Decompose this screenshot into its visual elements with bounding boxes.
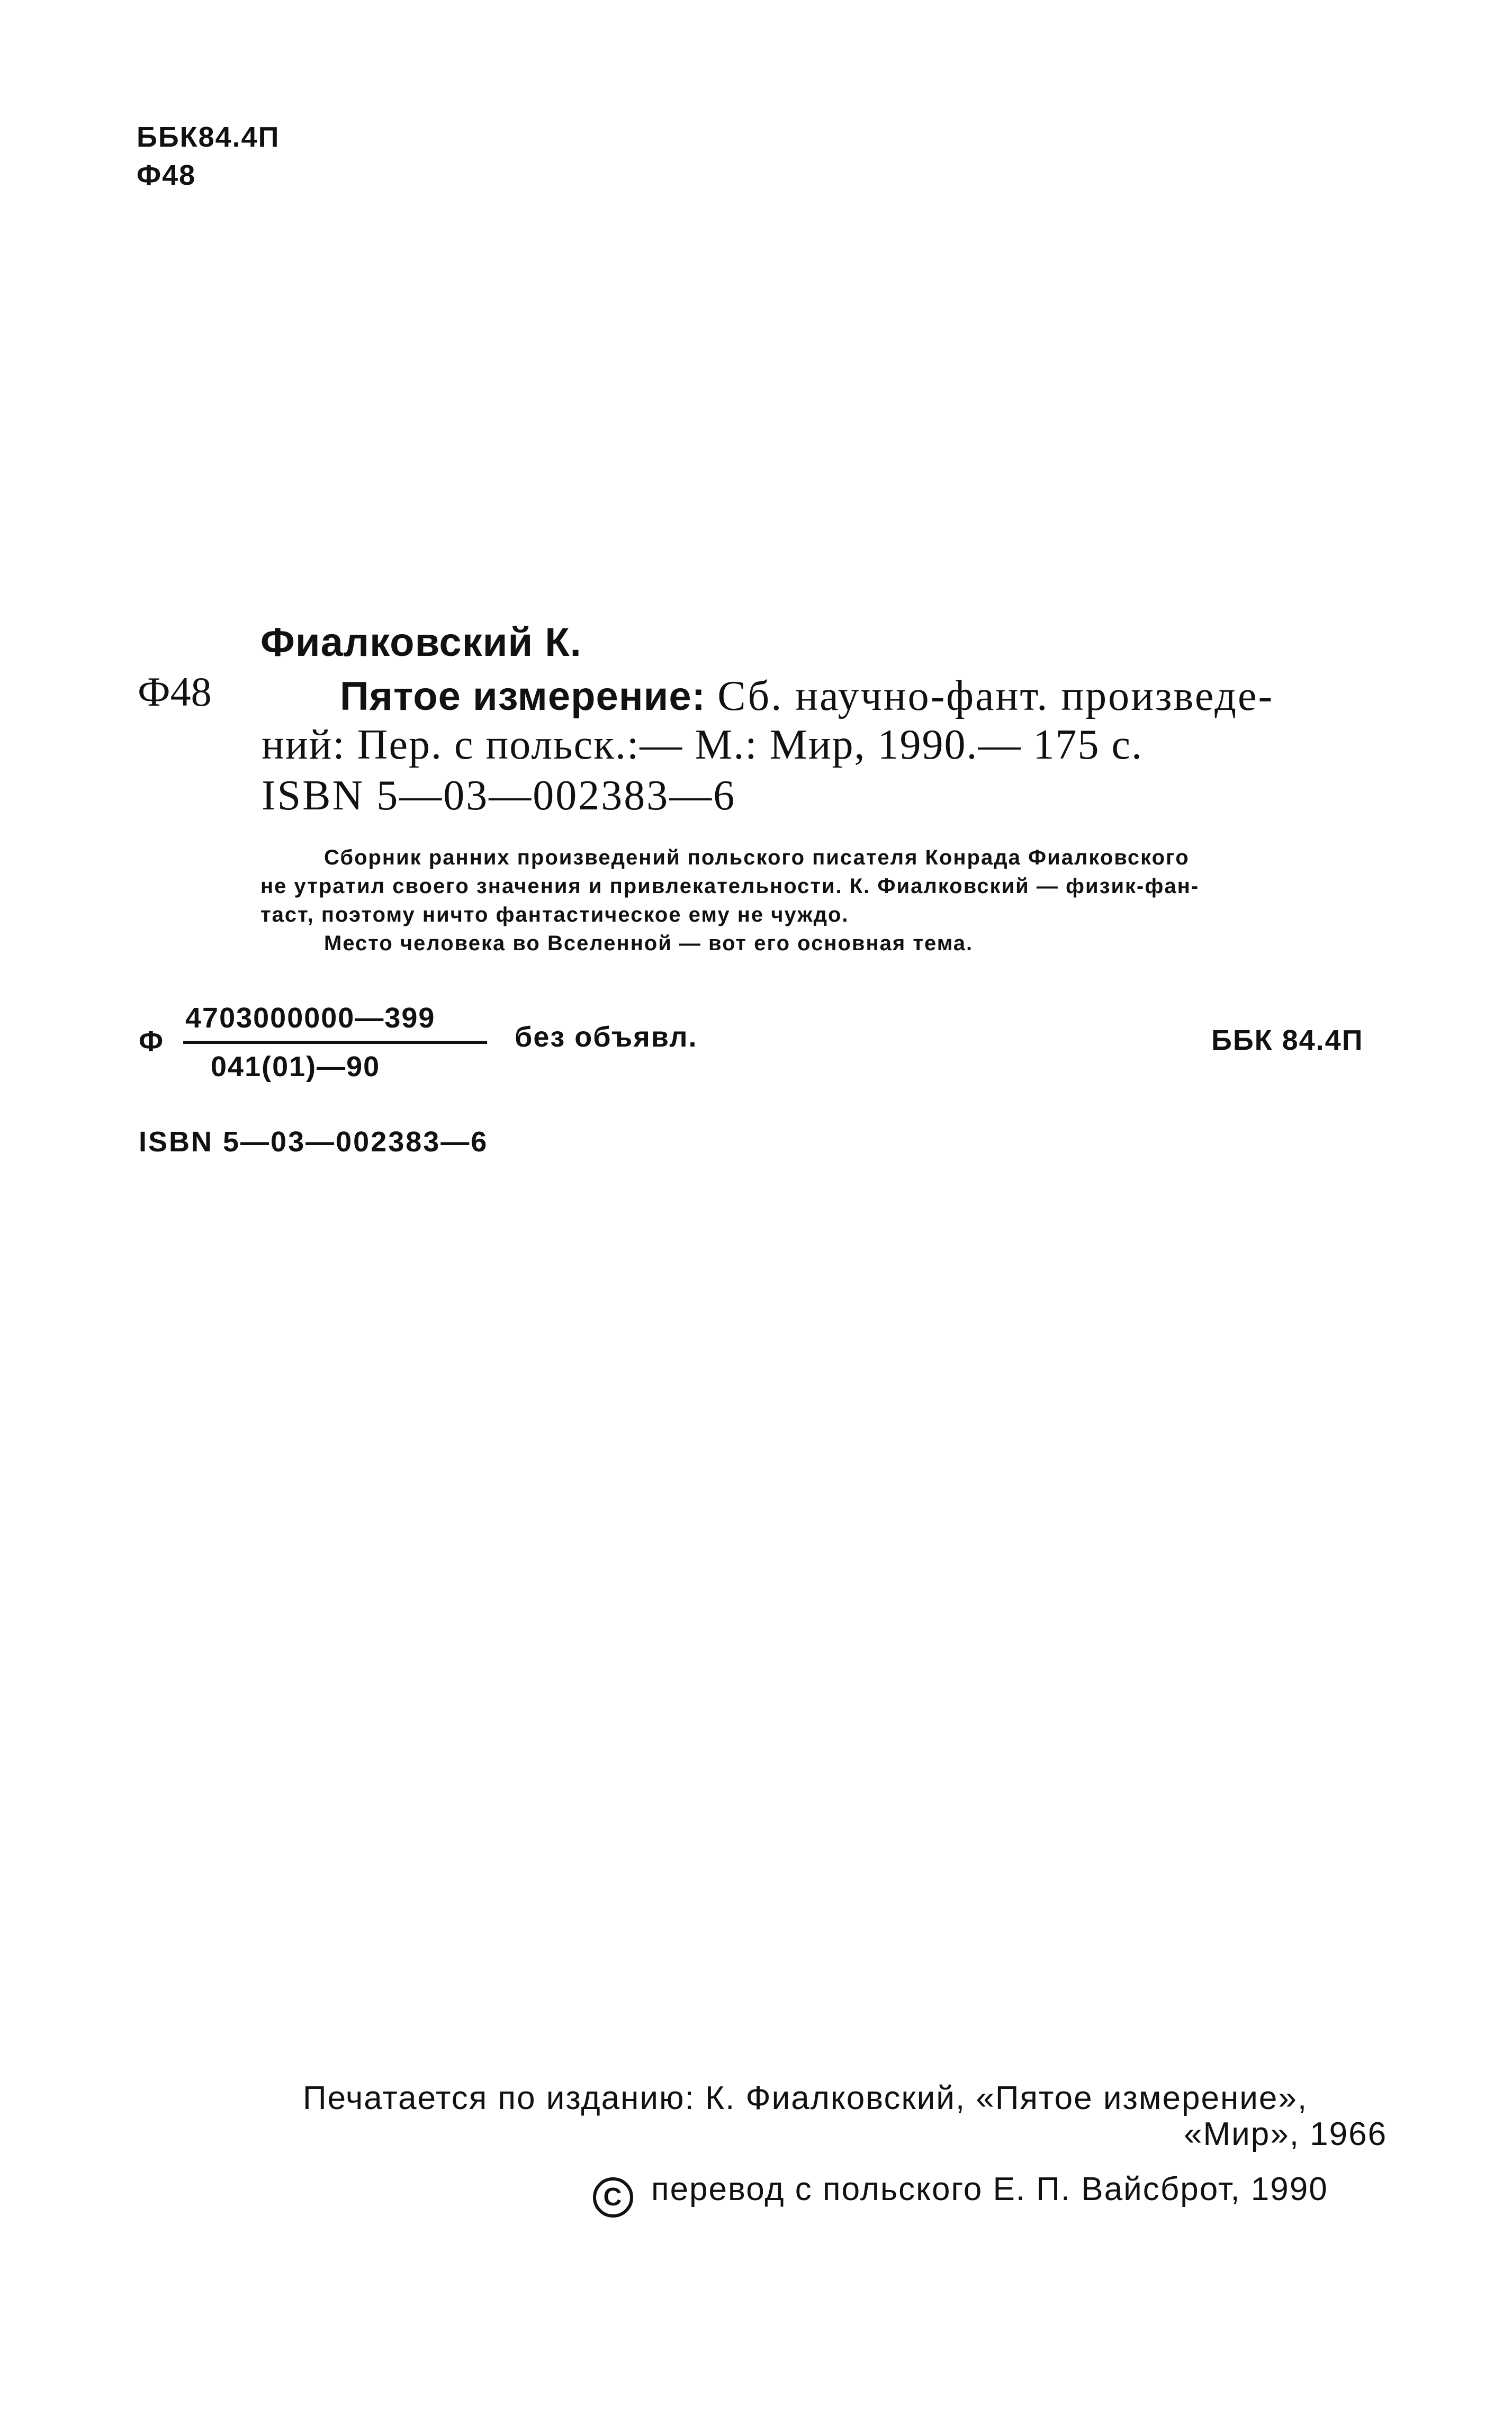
card-author-mark: Ф48 xyxy=(138,669,212,715)
annotation-line-1: Сборник ранних произведений польского писателя Конрада Фиалковского xyxy=(324,846,1190,869)
index-numerator: 4703000000—399 xyxy=(185,1002,436,1034)
bbk-code-right: ББК 84.4П xyxy=(1211,1024,1364,1056)
index-letter: Ф xyxy=(139,1025,165,1057)
index-denominator: 041(01)—90 xyxy=(211,1051,381,1083)
description-line-2: ний: Пер. с польск.:— М.: Мир, 1990.— 175 с. xyxy=(262,722,1144,768)
index-note: без объявл. xyxy=(515,1021,698,1053)
copyright-icon: C xyxy=(593,2177,633,2218)
description-line-1: Сб. научно-фант. произведе- xyxy=(717,673,1274,719)
annotation-line-2: не утратил своего значения и привлекательности. К. Фиалковский — физик-фан- xyxy=(260,875,1200,898)
title-line xyxy=(340,671,1274,720)
bbk-code-top: ББК84.4П xyxy=(137,121,280,153)
fraction-bar xyxy=(183,1041,487,1044)
annotation-line-3: таст, поэтому ничто фантастическое ему не чуждо. xyxy=(260,903,849,926)
imprint-line-2: «Мир», 1966 xyxy=(1184,2116,1388,2152)
imprint-line-1: Печатается по изданию: К. Фиалковский, «Пятое измерение», xyxy=(303,2080,1308,2116)
author-name: Фиалковский К. xyxy=(260,620,582,665)
copyright-line xyxy=(593,2170,1328,2218)
book-title: Пятое измерение: xyxy=(340,674,706,719)
copyright-text: перевод с польского Е. П. Вайсброт, 1990 xyxy=(651,2171,1328,2207)
annotation-line-4: Место человека во Вселенной — вот его основная тема. xyxy=(324,932,974,955)
card-isbn: ISBN 5—03—002383—6 xyxy=(262,772,736,819)
isbn-footer: ISBN 5—03—002383—6 xyxy=(139,1126,489,1158)
author-mark-top: Ф48 xyxy=(137,159,196,191)
